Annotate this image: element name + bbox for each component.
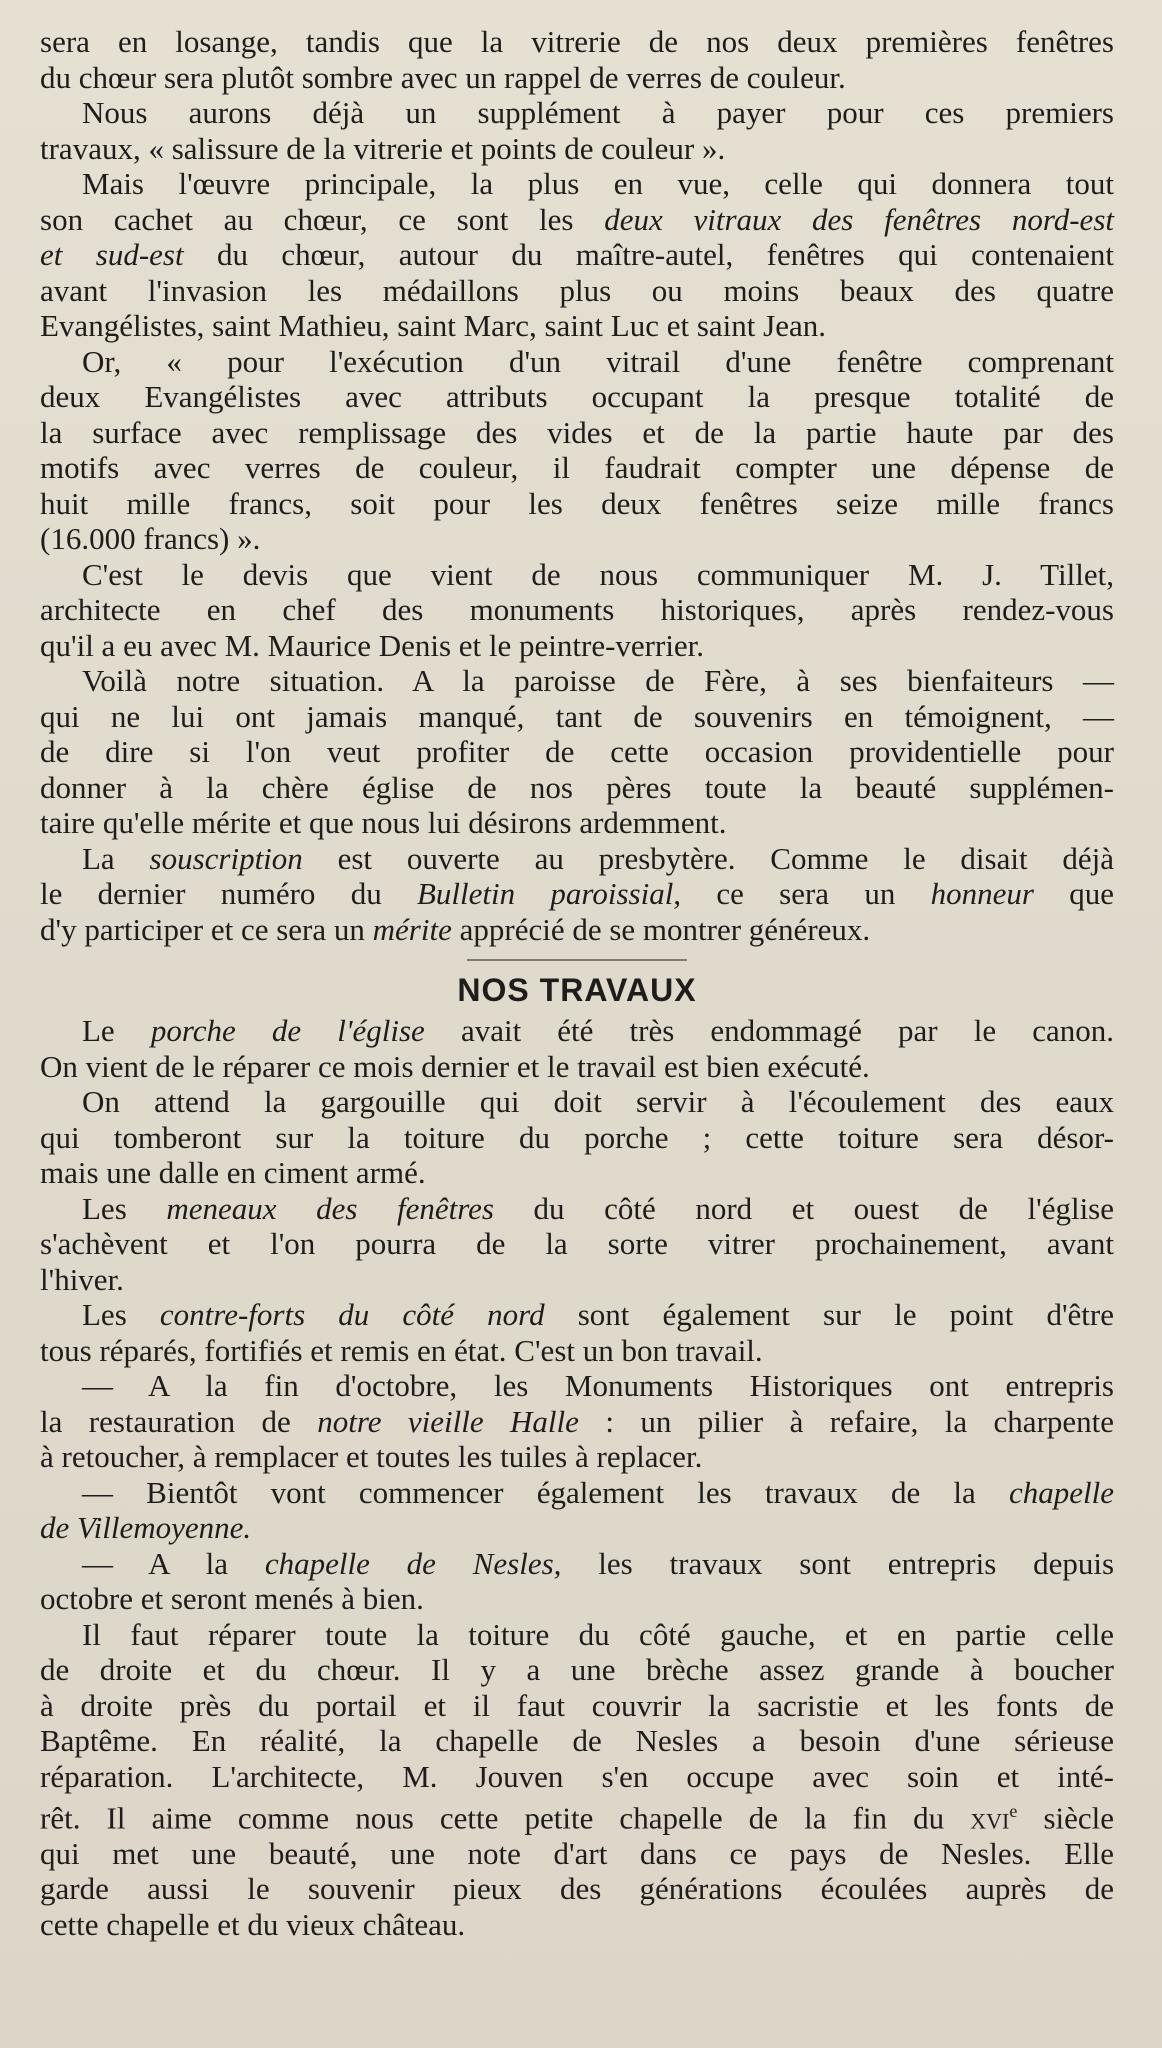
text-run: que: [1069, 876, 1115, 911]
text-run: La: [82, 840, 115, 876]
paragraph: [40, 663, 1114, 841]
paragraph: [40, 1617, 1114, 1943]
italic-text: mérite: [372, 911, 452, 947]
text-line: garde aussi le souvenir pieux des générations écoulées auprès de: [40, 1871, 1114, 1907]
text-line: sera en losange, tandis que la vitrerie de nos deux premières fenêtres: [40, 24, 1114, 59]
text-line: — A la fin d'octobre, les Monuments Historiques ont entrepris: [82, 1368, 1114, 1403]
text-line: On vient de le réparer ce mois dernier et le travail est bien exécuté.: [40, 1048, 870, 1084]
text-line: [40, 1013, 1114, 1049]
text-run: est ouverte au presbytère. Comme le disait déjà: [337, 840, 1114, 876]
text-line: motifs avec verres de couleur, il faudrait compter une dépense de: [40, 450, 1114, 485]
text-run: siècle: [1043, 1800, 1115, 1836]
text-run: Les: [82, 1190, 127, 1226]
text-run: rêt. Il aime comme nous cette petite chapelle de la fin du: [40, 1800, 945, 1836]
text-run: du chœur, autour du maître-autel, fenêtres qui contenaient: [217, 237, 1115, 272]
century-numeral: xvi: [970, 1800, 1010, 1836]
italic-text: chapelle: [1009, 1474, 1115, 1510]
text-line: Or, « pour l'exécution d'un vitrail d'une fenêtre comprenant: [82, 343, 1114, 379]
section-divider: [467, 959, 687, 961]
section-travaux: [40, 971, 1114, 1942]
italic-text: chapelle de Nesles,: [264, 1545, 562, 1581]
paragraph: [40, 1297, 1114, 1368]
text-line: travaux, « salissure de la vitrerie et points de couleur ».: [40, 130, 726, 166]
text-line: Il faut réparer toute la toiture du côté gauche, et en partie celle: [82, 1616, 1114, 1652]
text-line: deux Evangélistes avec attributs occupant la presque totalité de: [40, 379, 1114, 414]
text-line: [40, 912, 1114, 948]
text-run: du côté nord et ouest de l'église: [533, 1190, 1115, 1226]
text-line: avant l'invasion les médaillons plus ou moins beaux des quatre: [40, 272, 1114, 308]
text-line: réparation. L'architecte, M. Jouven s'en occupe avec soin et inté-: [40, 1758, 1114, 1794]
text-line: Mais l'œuvre principale, la plus en vue, celle qui donnera tout: [82, 166, 1114, 201]
text-line: tous réparés, fortifiés et remis en état. C'est un bon travail.: [40, 1332, 763, 1368]
paragraph: [40, 1546, 1114, 1617]
text-line: [40, 876, 1114, 912]
text-line: [40, 202, 1114, 238]
text-line: mais une dalle en ciment armé.: [40, 1155, 426, 1190]
text-run: les travaux sont entrepris depuis: [598, 1545, 1115, 1581]
text-line: Voilà notre situation. A la paroisse de Fère, à ses bienfaiteurs —: [82, 663, 1114, 698]
paragraph: [40, 557, 1114, 664]
italic-text: et sud-est: [40, 237, 184, 272]
text-run: apprécié de se montrer généreux.: [459, 911, 871, 947]
italic-text: souscription: [149, 840, 303, 876]
text-line: du chœur sera plutôt sombre avec un rappel de verres de couleur.: [40, 59, 846, 95]
paragraph: [40, 1191, 1114, 1298]
text-line: On attend la gargouille qui doit servir à l'écoulement des eaux: [82, 1084, 1114, 1119]
text-line: architecte en chef des monuments historiques, après rendez-vous: [40, 592, 1114, 627]
text-run: ce sera un: [716, 876, 896, 911]
paragraph: [40, 344, 1114, 557]
text-run: d'y participer et ce sera un: [40, 911, 365, 947]
text-run: — A la: [82, 1545, 228, 1581]
text-line: [40, 1191, 1114, 1227]
text-line: de droite et du chœur. Il y a une brèche assez grande à boucher: [40, 1652, 1114, 1687]
text-line: qui met une beauté, une note d'art dans ce pays de Nesles. Elle: [40, 1835, 1114, 1871]
text-line: à droite près du portail et il faut couvrir la sacristie et les fonts de: [40, 1687, 1114, 1723]
text-line: qui ne lui ont jamais manqué, tant de souvenirs en témoignent, —: [40, 698, 1114, 734]
italic-text: porche de l'église: [150, 1013, 425, 1048]
paragraph: [40, 1475, 1114, 1546]
italic-text: Bulletin paroissial,: [417, 876, 682, 911]
paragraph: [40, 1084, 1114, 1191]
text-run: sont également sur le point d'être: [577, 1297, 1114, 1332]
text-line: Nous aurons déjà un supplément à payer pour ces premiers: [82, 95, 1114, 130]
text-line: (16.000 francs) ».: [40, 521, 261, 556]
text-line: [40, 1510, 1114, 1546]
text-line: l'hiver.: [40, 1261, 124, 1297]
text-line: donner à la chère église de nos pères toute la beauté supplémen-: [40, 769, 1114, 805]
text-run: le dernier numéro du: [40, 876, 382, 911]
superscript: e: [1009, 1801, 1018, 1821]
paragraph: [40, 1368, 1114, 1475]
text-run: Les: [82, 1297, 127, 1332]
italic-text: deux vitraux des fenêtres nord-est: [604, 201, 1114, 237]
italic-text: meneaux des fenêtres: [166, 1190, 494, 1226]
text-line: [40, 1794, 1114, 1836]
italic-text: honneur: [930, 876, 1034, 911]
italic-text: notre vieille Halle: [317, 1403, 579, 1439]
text-line: qu'il a eu avec M. Maurice Denis et le peintre-verrier.: [40, 627, 705, 663]
paragraph: [40, 24, 1114, 95]
text-line: [40, 1475, 1114, 1511]
text-line: [40, 237, 1114, 273]
section-vitraux: [40, 24, 1114, 947]
italic-text: de Villemoyenne.: [40, 1510, 252, 1545]
text-line: s'achèvent et l'on pourra de la sorte vitrer prochainement, avant: [40, 1226, 1114, 1261]
text-line: [40, 1404, 1114, 1440]
text-run: : un pilier à refaire, la charpente: [605, 1403, 1115, 1439]
text-line: à retoucher, à remplacer et toutes les tuiles à replacer.: [40, 1439, 703, 1474]
text-line: qui tomberont sur la toiture du porche ; cette toiture sera désor-: [40, 1119, 1114, 1155]
text-run: Le: [82, 1013, 115, 1048]
paragraph: [40, 1013, 1114, 1084]
paragraph: [40, 95, 1114, 166]
paragraph: [40, 841, 1114, 948]
text-run: avait été très endommagé par le canon.: [460, 1013, 1115, 1048]
text-line: la surface avec remplissage des vides et de la partie haute par des: [40, 414, 1114, 450]
text-line: [40, 1546, 1114, 1582]
italic-text: contre-forts du côté nord: [159, 1297, 545, 1332]
text-line: Baptême. En réalité, la chapelle de Nesles a besoin d'une sérieuse: [40, 1723, 1114, 1758]
text-line: [40, 841, 1114, 877]
text-line: de dire si l'on veut profiter de cette occasion providentielle pour: [40, 734, 1114, 769]
text-line: cette chapelle et du vieux château.: [40, 1906, 466, 1942]
text-line: C'est le devis que vient de nous communiquer M. J. Tillet,: [82, 556, 1114, 592]
text-run: la restauration de: [40, 1403, 291, 1439]
text-line: octobre et seront menés à bien.: [40, 1581, 424, 1616]
section-title: NOS TRAVAUX: [457, 972, 697, 1008]
text-line: taire qu'elle mérite et que nous lui désirons ardemment.: [40, 805, 727, 840]
text-line: Evangélistes, saint Mathieu, saint Marc, saint Luc et saint Jean.: [40, 308, 826, 343]
text-line: [40, 1297, 1114, 1333]
text-line: huit mille francs, soit pour les deux fenêtres seize mille francs: [40, 485, 1114, 521]
paragraph: [40, 166, 1114, 344]
text-run: son cachet au chœur, ce sont les: [40, 201, 574, 237]
text-run: — Bientôt vont commencer également les travaux de la: [82, 1474, 976, 1510]
